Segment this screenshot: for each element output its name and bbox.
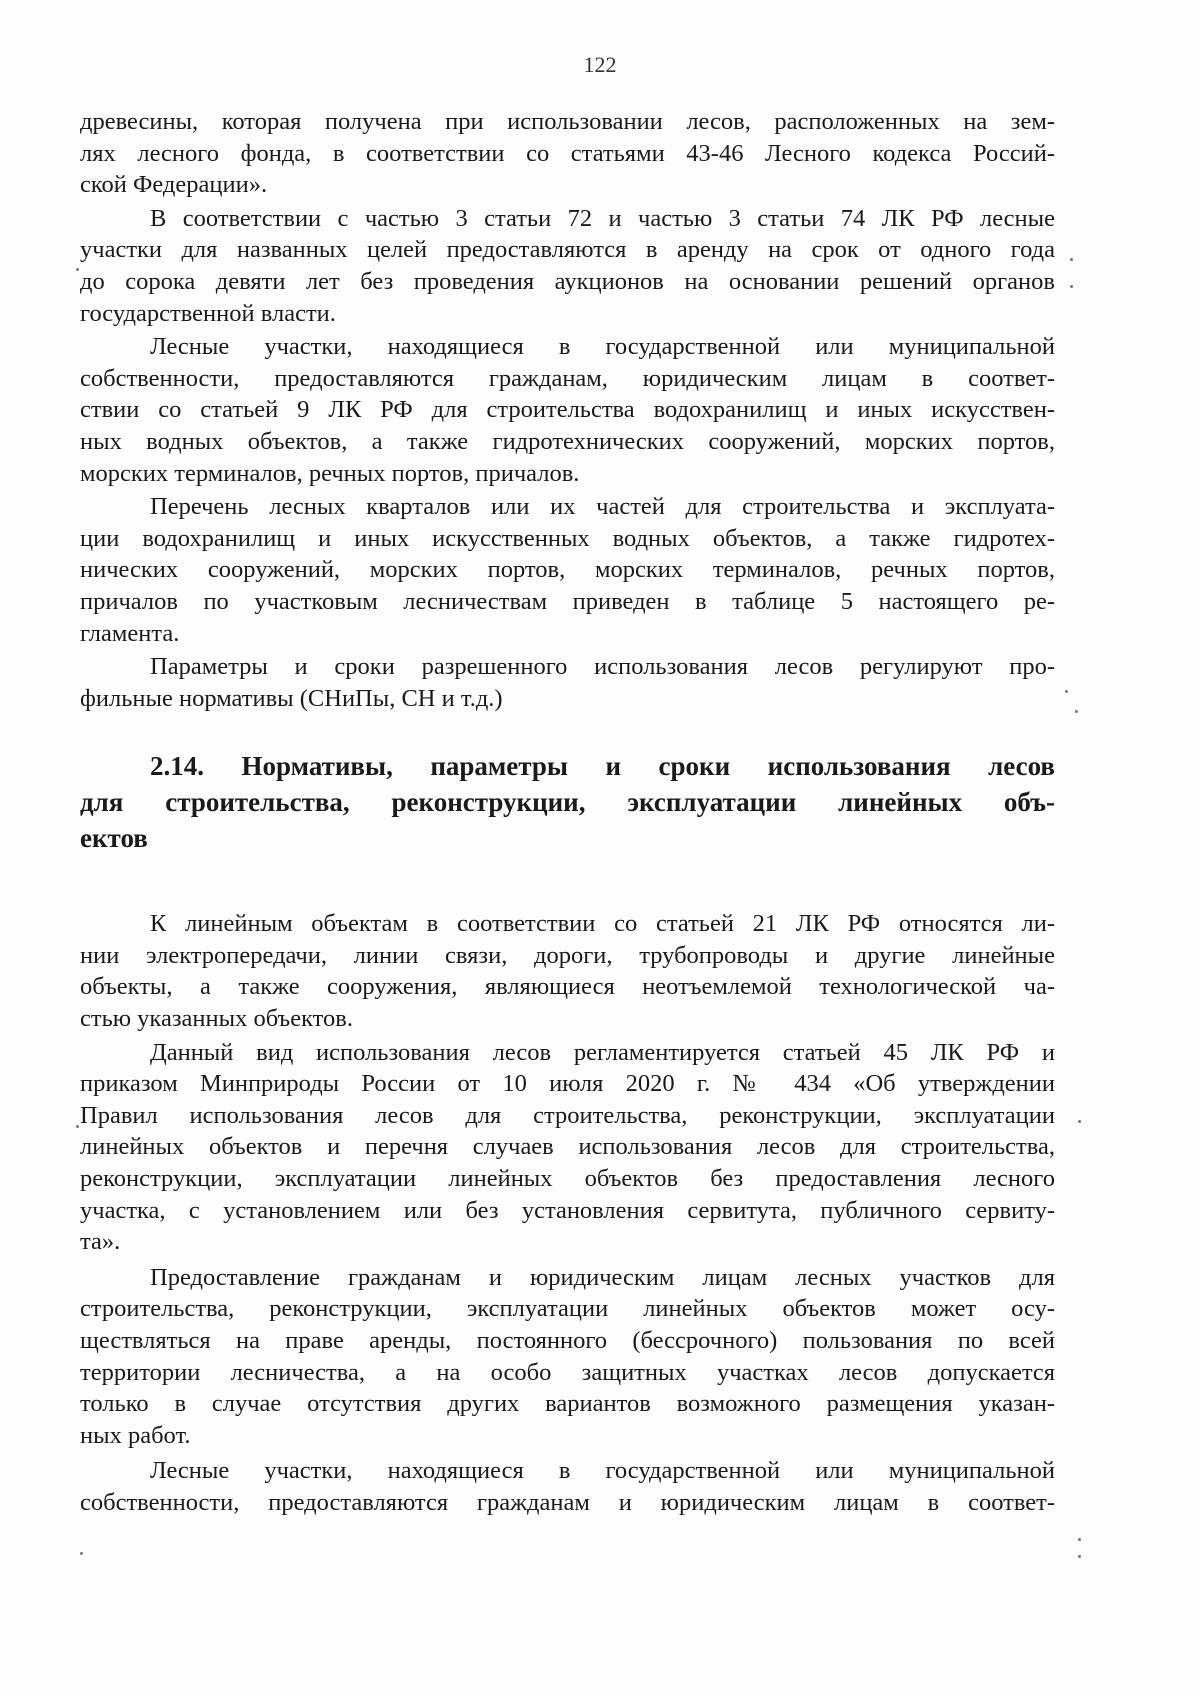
text-line: участка, с установлением или без установления сервитута, публичного сервиту-	[80, 1196, 1055, 1224]
text-line: собственности, предоставляются гражданам и юридическим лицам в соответ-	[80, 1488, 1055, 1516]
text-line: только в случае отсутствия других вариантов возможного размещения указан-	[80, 1390, 1055, 1418]
text-line: Предоставление гражданам и юридическим лицам лесных участков для	[150, 1263, 1055, 1291]
text-line: Правил использования лесов для строительства, реконструкции, эксплуатации	[80, 1101, 1055, 1129]
scan-speck	[1070, 258, 1073, 261]
text-line: та».	[80, 1228, 121, 1256]
text-line: лях лесного фонда, в соответствии со статьями 43-46 Лесного кодекса Россий-	[80, 139, 1055, 167]
text-line: ской Федерации».	[80, 171, 268, 199]
text-line: К линейным объектам в соответствии со статьей 21 ЛК РФ относятся ли-	[150, 910, 1055, 938]
text-line: реконструкции, эксплуатации линейных объектов без предоставления лесного	[80, 1165, 1055, 1193]
text-line: государственной власти.	[80, 299, 336, 327]
text-line: Параметры и сроки разрешенного использования лесов регулируют про-	[150, 653, 1055, 681]
scan-speck	[1070, 285, 1073, 288]
paragraph-8	[80, 1262, 1055, 1452]
text-line: гламента.	[80, 619, 180, 647]
text-line: ных водных объектов, а также гидротехнических сооружений, морских портов,	[80, 427, 1055, 455]
scan-speck	[76, 1125, 79, 1128]
text-line: объекты, а также сооружения, являющиеся неотъемлемой технологической ча-	[80, 973, 1055, 1001]
text-line: участки для названных целей предоставляются в аренду на срок от одного года	[80, 236, 1055, 264]
paragraph-2	[80, 203, 1055, 329]
scan-speck	[76, 268, 79, 271]
text-line: нии электропередачи, линии связи, дороги, трубопроводы и другие линейные	[80, 941, 1055, 969]
paragraph-6	[80, 908, 1055, 1034]
heading-line: для строительства, реконструкции, эксплуатации линейных объ-	[80, 787, 1055, 818]
text-line: ции водохранилищ и иных искусственных водных объектов, а также гидротех-	[80, 524, 1055, 552]
text-line: линейных объектов и перечня случаев использования лесов для строительства,	[80, 1133, 1055, 1161]
paragraph-1	[80, 106, 1055, 201]
text-line: ных работ.	[80, 1421, 191, 1449]
heading-line: ектов	[80, 823, 148, 854]
paragraph-9	[80, 1455, 1055, 1518]
text-line: стью указанных объектов.	[80, 1005, 354, 1033]
scan-speck	[1075, 710, 1078, 713]
text-line: ществляться на праве аренды, постоянного (бессрочного) пользования по всей	[80, 1327, 1055, 1354]
scan-speck	[80, 1552, 83, 1555]
text-line: до сорока девяти лет без проведения аукционов на основании решений органов	[80, 267, 1055, 295]
text-line: территории лесничества, а на особо защитных участках лесов допускается	[80, 1358, 1055, 1386]
scan-speck	[1078, 1538, 1081, 1541]
text-line: приказом Минприроды России от 10 июля 2020 г. № 434 «Об утверждении	[80, 1070, 1055, 1098]
text-line: причалов по участковым лесничествам приведен в таблице 5 настоящего ре-	[80, 587, 1055, 615]
text-line: ствии со статьей 9 ЛК РФ для строительства водохранилищ и иных искусствен-	[80, 396, 1055, 424]
text-line: морских терминалов, речных портов, причалов.	[80, 459, 580, 487]
page-number: 122	[583, 52, 617, 77]
paragraph-7	[80, 1037, 1055, 1258]
scan-speck	[1078, 1120, 1081, 1123]
text-line: Лесные участки, находящиеся в государственной или муниципальной	[150, 1457, 1055, 1485]
text-line: собственности, предоставляются гражданам, юридическим лицам в соответ-	[80, 364, 1055, 392]
section-heading	[80, 748, 1055, 856]
page-content	[80, 106, 1055, 1519]
scan-speck	[1065, 690, 1068, 693]
text-line: Лесные участки, находящиеся в государственной или муниципальной	[150, 333, 1055, 361]
heading-line: 2.14. Нормативы, параметры и сроки использования лесов	[150, 751, 1055, 782]
paragraph-5	[80, 651, 1055, 714]
text-line: Перечень лесных кварталов или их частей для строительства и эксплуата-	[150, 493, 1055, 521]
scan-speck	[1078, 1555, 1081, 1558]
text-line: строительства, реконструкции, эксплуатации линейных объектов может осу-	[80, 1295, 1055, 1323]
text-line: Данный вид использования лесов регламентируется статьей 45 ЛК РФ и	[150, 1038, 1055, 1066]
paragraph-4	[80, 491, 1055, 649]
paragraph-3	[80, 331, 1055, 489]
text-line: древесины, которая получена при использовании лесов, расположенных на зем-	[80, 108, 1055, 135]
text-line: фильные нормативы (СНиПы, СН и т.д.)	[80, 684, 503, 712]
text-line: нических сооружений, морских портов, морских терминалов, речных портов,	[80, 556, 1055, 584]
text-line: В соответствии с частью 3 статьи 72 и частью 3 статьи 74 ЛК РФ лесные	[150, 204, 1055, 232]
